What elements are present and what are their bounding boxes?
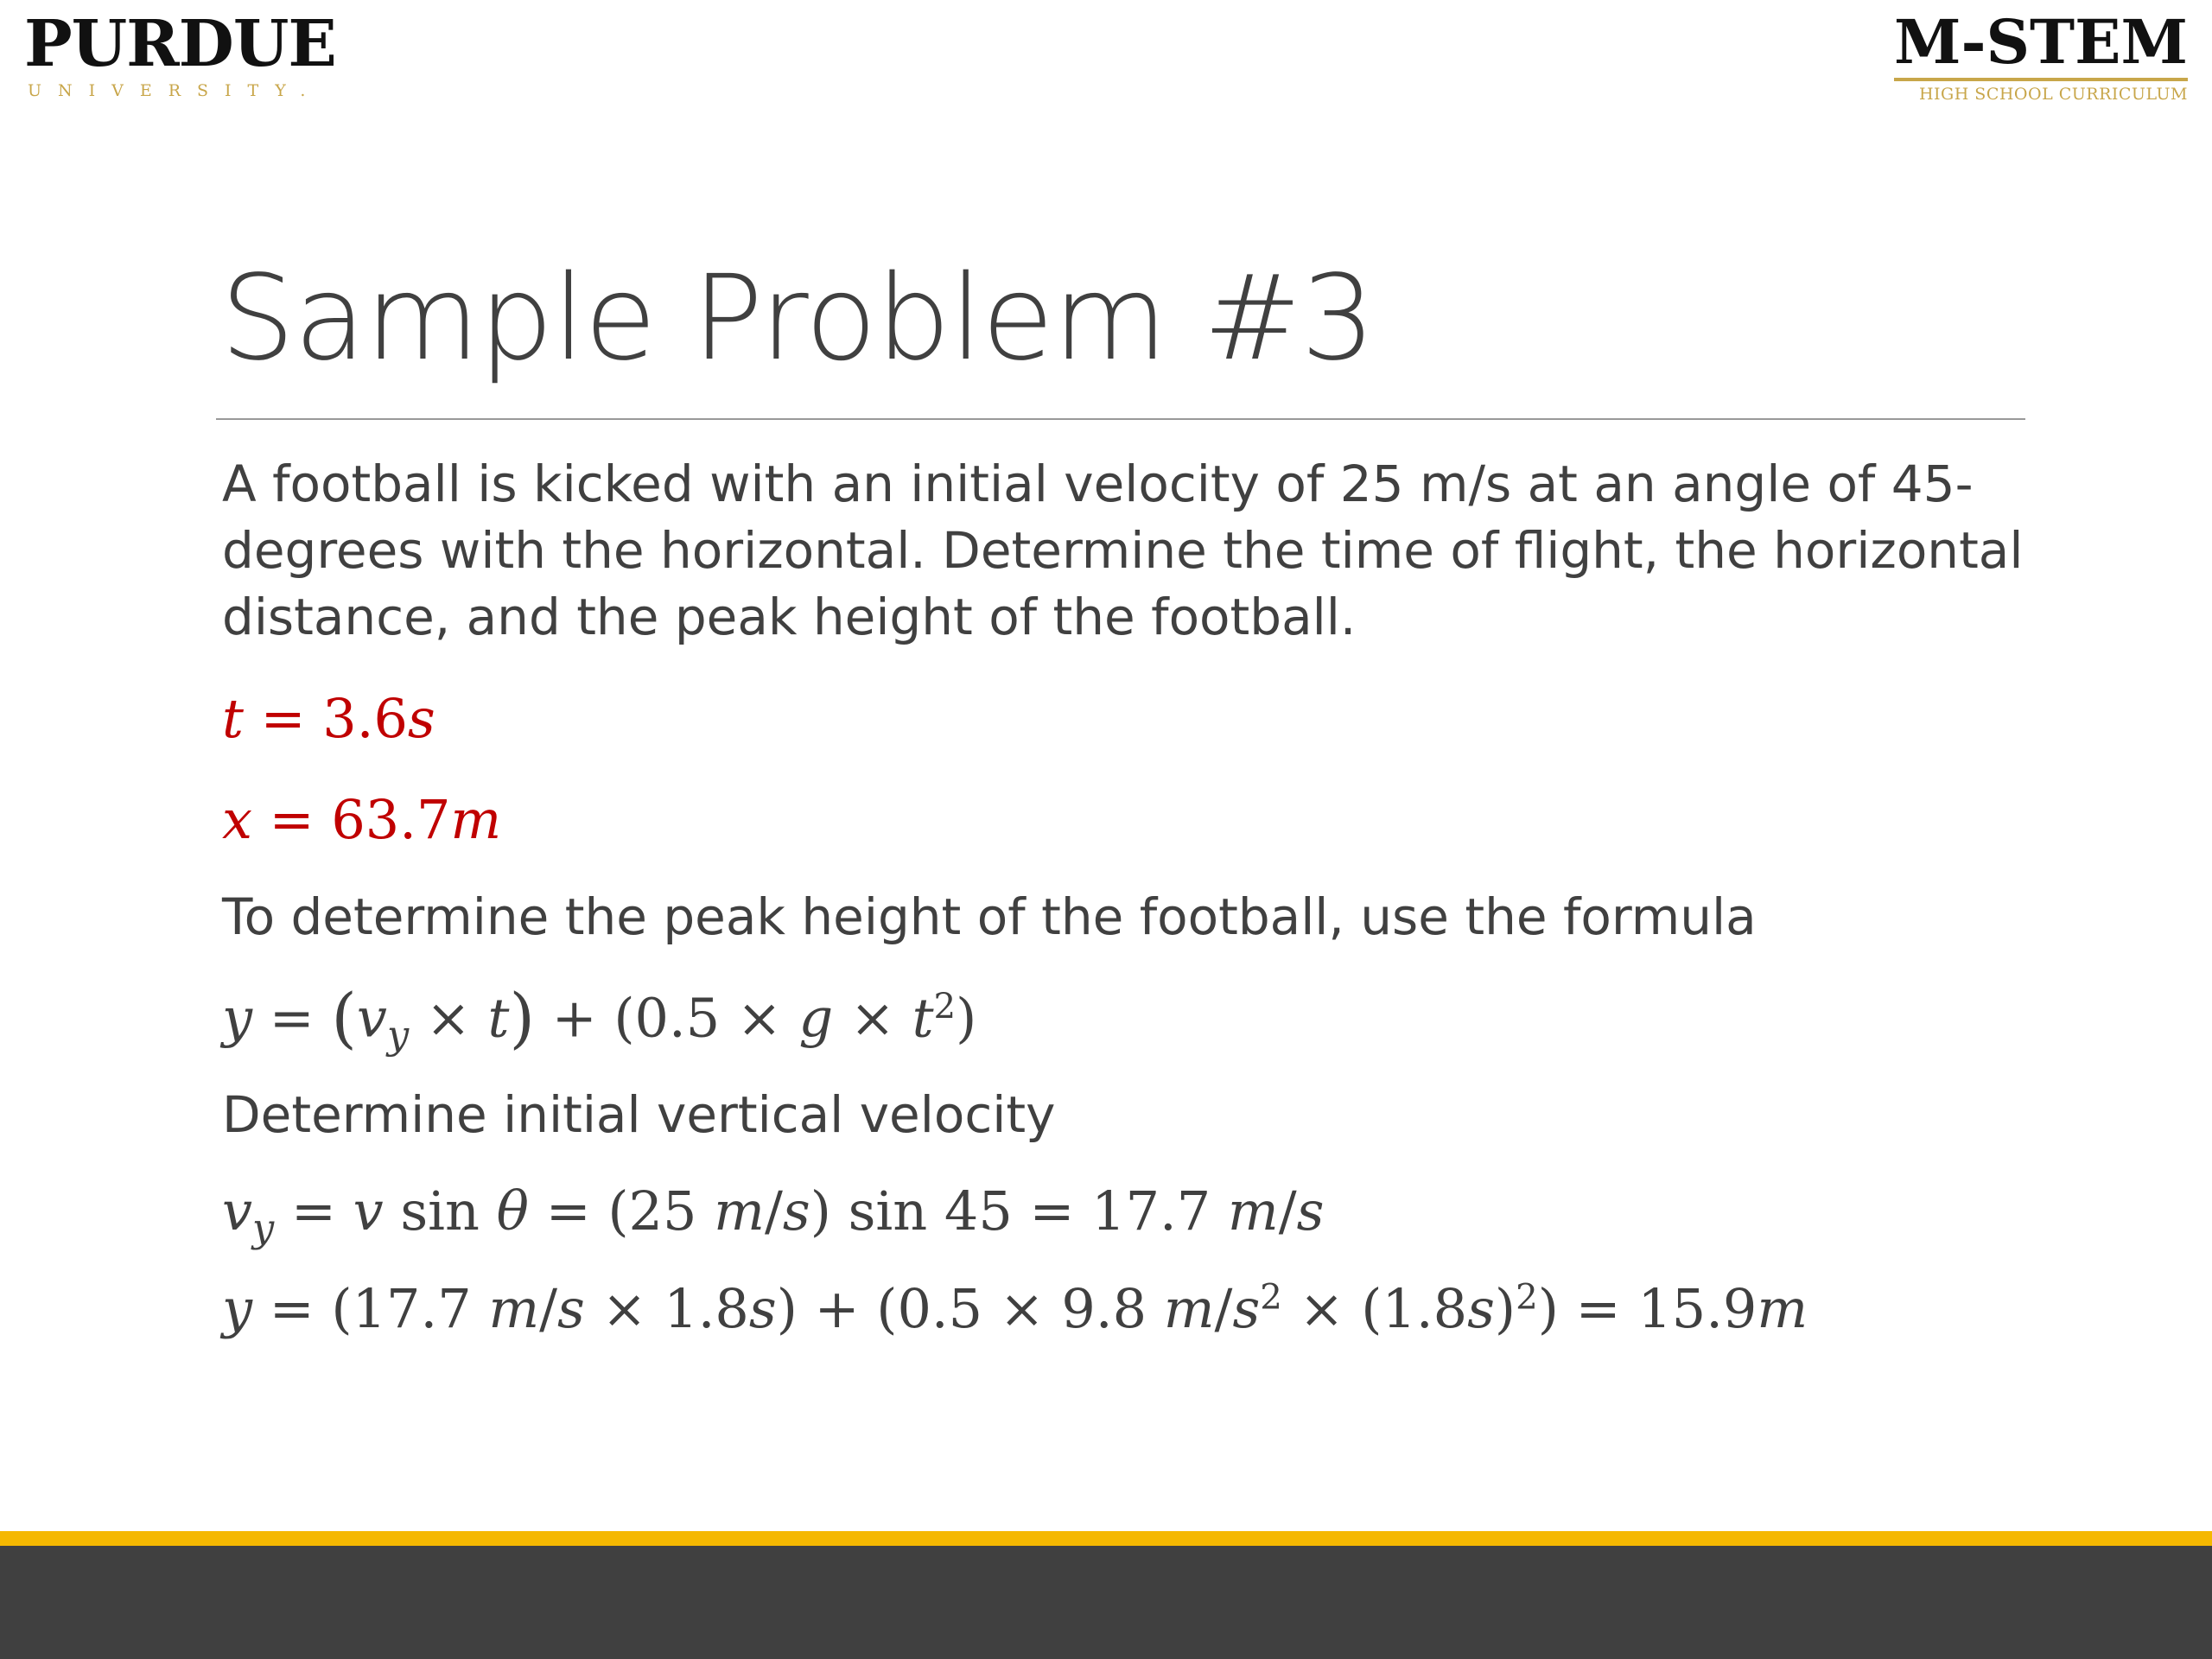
mstem-logo bbox=[1893, 6, 2188, 104]
height-time: 1.8 bbox=[664, 1277, 749, 1340]
mstem-logo-rule bbox=[1894, 78, 2188, 81]
slide-title: Sample Problem #3 bbox=[220, 251, 1375, 387]
purdue-logo-subtitle: UNIVERSITY. bbox=[28, 81, 322, 100]
title-divider bbox=[216, 418, 2025, 420]
problem-statement: A football is kicked with an initial velocity of 25 m/s at an angle of 45-degrees with the horizontal. Determine the time of flight, the horizontal distance, and the peak height of the football. bbox=[222, 454, 2024, 646]
height-g: 9.8 bbox=[1061, 1277, 1147, 1340]
height-vy: 17.7 bbox=[352, 1277, 472, 1340]
distance-answer: x = 63.7m bbox=[222, 788, 502, 851]
mstem-logo-subtitle: HIGH SCHOOL CURRICULUM bbox=[1918, 85, 2188, 104]
purdue-logo-word: PURDUE bbox=[24, 7, 336, 81]
height-half: 0.5 bbox=[897, 1277, 983, 1340]
mstem-logo-word: M-STEM bbox=[1893, 6, 2188, 78]
footer-gold-stripe bbox=[0, 1531, 2212, 1546]
purdue-logo bbox=[24, 7, 336, 100]
vertical-velocity-intro: Determine initial vertical velocity bbox=[222, 1085, 1056, 1144]
vertical-velocity-equation: $v_y = v$ sin θ = (25 m/s) sin 45 = 17.7 m/s bbox=[222, 1179, 1325, 1251]
vy-result: 17.7 bbox=[1091, 1179, 1211, 1243]
distance-value: 63.7 bbox=[331, 788, 451, 851]
distance-unit: m bbox=[450, 788, 502, 851]
formula-intro: To determine the peak height of the football, use the formula bbox=[222, 887, 1757, 946]
height-calculation: y = (17.7 m/s × 1.8s) + (0.5 × 9.8 $m/s^2 \times (1.8s)^2) = 15.9m$ bbox=[222, 1276, 1808, 1340]
height-formula: $y = (v_y \times t) + (0.5 \times g \times t^2)$ bbox=[222, 980, 977, 1058]
time-answer: t = 3.6s bbox=[222, 687, 435, 750]
height-time-squared: 1.8 bbox=[1382, 1277, 1468, 1340]
height-result: 15.9 bbox=[1637, 1277, 1758, 1340]
time-value: 3.6 bbox=[322, 687, 408, 750]
footer-bar bbox=[0, 1546, 2212, 1659]
time-unit: s bbox=[407, 687, 435, 750]
slide-content bbox=[222, 451, 2037, 1340]
vy-input-angle: 45 bbox=[944, 1179, 1013, 1243]
vy-input-velocity: 25 bbox=[628, 1179, 697, 1243]
